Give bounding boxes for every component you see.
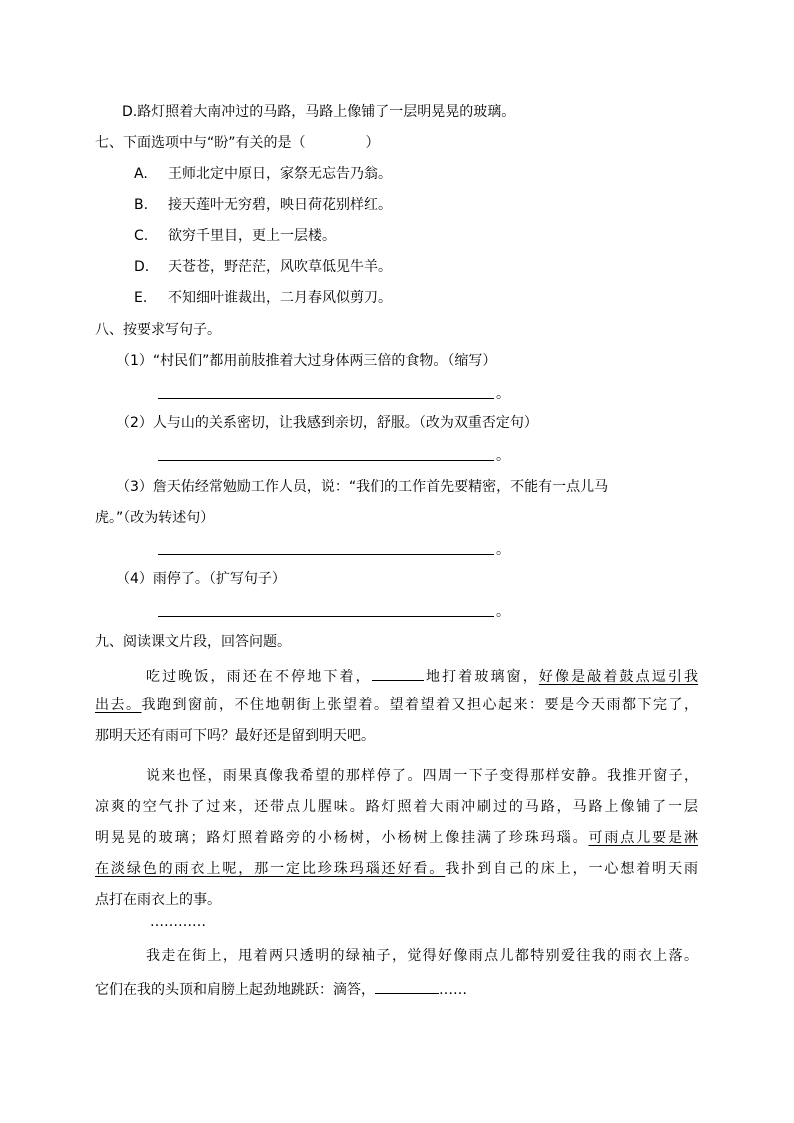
p3-text-a: 它们在我的头顶和肩膀上起劲地跳跃：滴答， bbox=[95, 982, 375, 998]
answer-line-4[interactable] bbox=[158, 616, 494, 617]
q8-item-1: （1）“村民们”都用前肢推着大过身体两三倍的食物。（缩写） bbox=[116, 353, 497, 369]
answer-line-2[interactable] bbox=[158, 460, 494, 461]
answer-period-2: 。 bbox=[496, 448, 510, 464]
p3-text-b: …… bbox=[439, 982, 467, 998]
option-letter: D. bbox=[134, 259, 150, 275]
p1-text-b: 地打着玻璃窗， bbox=[423, 669, 539, 685]
option-text: 天苍苍，野茫茫，风吹草低见牛羊。 bbox=[168, 259, 392, 275]
option-text: 欲穷千里目，更上一层楼。 bbox=[168, 228, 336, 244]
q9-title: 九、阅读课文片段，回答问题。 bbox=[95, 634, 291, 650]
p1-text-a: 吃过晚饭，雨还在不停地下着， bbox=[146, 669, 372, 685]
q9-p1-line2 bbox=[95, 695, 698, 715]
fill-blank-1[interactable] bbox=[372, 664, 424, 681]
q7-option-c bbox=[134, 226, 336, 246]
q9-p1-line3: 那明天还有雨可下吗？最好还是留到明天吧。 bbox=[95, 728, 375, 744]
p2-text-a: 明晃晃的玻璃；路灯照着路旁的小杨树，小杨树上像挂满了珍珠玛瑙。 bbox=[95, 830, 589, 846]
option-letter: C. bbox=[134, 228, 149, 244]
answer-period-3: 。 bbox=[496, 542, 510, 558]
option-letter: A. bbox=[134, 166, 148, 182]
q9-p1-line1 bbox=[146, 664, 698, 687]
q7-option-a bbox=[134, 164, 392, 184]
fill-blank-2[interactable] bbox=[375, 977, 439, 994]
answer-period-4: 。 bbox=[496, 604, 510, 620]
q7-option-d bbox=[134, 257, 392, 277]
q9-p2-line4 bbox=[95, 859, 698, 879]
option-text: 王师北定中原日，家祭无忘告乃翁。 bbox=[168, 166, 392, 182]
p2-underlined-b: 在淡绿色的雨衣上呢，那一定比珍珠玛瑙还好看。 bbox=[95, 861, 446, 877]
q9-p3-line1: 我走在街上，甩着两只透明的绿袖子，觉得好像雨点儿都特别爱往我的雨衣上落。 bbox=[146, 948, 698, 964]
p2-underlined-a: 可雨点儿要是淋 bbox=[588, 830, 699, 846]
q9-ellipsis: ………… bbox=[150, 914, 206, 930]
p1-underlined-b: 出去。 bbox=[95, 697, 142, 713]
q9-p2-line5: 点打在雨衣上的事。 bbox=[95, 892, 221, 908]
option-letter: E. bbox=[134, 290, 148, 306]
q8-title: 八、按要求写句子。 bbox=[95, 322, 221, 338]
q7-stem-close: ） bbox=[365, 135, 380, 151]
option-text: 不知细叶谁裁出，二月春风似剪刀。 bbox=[168, 290, 392, 306]
p1-underlined-a: 好像是敲着鼓点逗引我 bbox=[538, 669, 699, 685]
answer-period-1: 。 bbox=[496, 386, 510, 402]
q9-p2-line1: 说来也怪，雨果真像我希望的那样停了。四周一下子变得那样安静。我推开窗子， bbox=[146, 768, 698, 784]
p2-text-b: 我扑到自己的床上，一心想着明天雨 bbox=[445, 861, 699, 877]
answer-line-1[interactable] bbox=[158, 398, 494, 399]
q8-item-2: （2）人与山的关系密切，让我感到亲切，舒服。（改为双重否定句） bbox=[116, 415, 538, 431]
q7-option-b bbox=[134, 195, 392, 215]
q7-stem-text: 七、下面选项中与“盼”有关的是（ bbox=[95, 135, 306, 151]
q9-p3-line2 bbox=[95, 977, 467, 1000]
option-letter: B. bbox=[134, 197, 149, 213]
q8-item-4: （4）雨停了。（扩写句子） bbox=[116, 571, 286, 587]
q8-item-3-cont: 虎。”（改为转述句） bbox=[95, 510, 215, 526]
q9-p2-line3 bbox=[95, 828, 698, 848]
answer-line-3[interactable] bbox=[158, 554, 494, 555]
q7-stem bbox=[95, 133, 380, 153]
option-text: 接天莲叶无穷碧，映日荷花别样红。 bbox=[168, 197, 392, 213]
p1-text-c: 我跑到窗前，不住地朝街上张望着。望着望着又担心起来：要是今天雨都下完了， bbox=[141, 697, 698, 713]
q7-option-e bbox=[134, 288, 392, 308]
q9-p2-line2: 凉爽的空气扑了过来，还带点儿腥味。路灯照着大雨冲刷过的马路，马路上像铺了一层 bbox=[95, 799, 698, 815]
q8-item-3: （3）詹天佑经常勉励工作人员，说：“我们的工作首先要精密，不能有一点儿马 bbox=[116, 479, 609, 495]
prev-option-d: D.路灯照着大南冲过的马路，马路上像铺了一层明晃晃的玻璃。 bbox=[122, 104, 516, 120]
